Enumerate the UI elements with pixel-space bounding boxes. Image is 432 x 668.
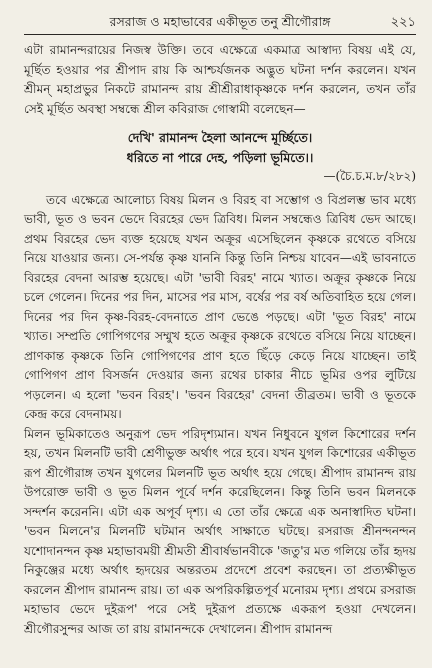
paragraph-viraha: তবে এক্ষেত্রে আলোচ্য বিষয় মিলন ও বিরহ বা সম্ভোগ ও বিপ্রলম্ভ ভাব মধ্যে ভাবী, ভূত ও ভবন ভেদে বিরহের ভেদ ত্রিবিধ। মিলন সম্বন্ধেও ত্রিবিধ ভেদ আছে। প্রথম বিরহের ভেদ ব্যক্ত হয়েছে যখন অক্রূর এসেছিলেন কৃষ্ণকে রথেতে বসিয়ে নিয়ে যাওয়ার জন্য। সে-পর্যন্ত কৃষ্ণ যাননি কিন্তু তিনি নিশ্চয় যাবেন—এই ভাবনাতে বিরহের বেদনা আরম্ভ হয়েছে। এটা 'ভাবী বিরহ' নামে খ্যাত। অক্রূর কৃষ্ণকে নিয়ে চলে গেলেন। দিনের পর দিন, মাসের পর মাস, বর্ষের পর বর্ষ অতিবাহিত হয়ে গেল। দিনের পর দিন কৃষ্ণ-বিরহ-বেদনাতে প্রাণ ভেঙে পড়ছে। এটা 'ভূত বিরহ' নামে খ্যাত। সম্প্রতি গোপিগণের সম্মুখ হতে অক্রূর কৃষ্ণকে রথেতে বসিয়ে নিয়ে যাচ্ছেন। প্রাণকান্ত কৃষ্ণকে তিনি গোপিগণের প্রাণ হতে ছিঁড়ে কেড়ে নিয়ে যাচ্ছেন। তাই গোপিগণ প্রাণ বিসর্জন দেওয়ার জন্য রথের চাকার নীচে ভূমির ওপর লুটিয়ে পড়লেন। এ হলো 'ভবন বিরহ'। 'ভবন বিরহের' বেদনা তীব্রতম। ভাবী ও ভূতকে কেন্দ্র করে বেদনাময়। xyxy=(24,192,416,421)
verse-reference: —(চৈ.চ.ম.৮/২৮২) xyxy=(323,169,416,183)
paragraph-milan: মিলন ভূমিকাতেও অনুরূপ ভেদ পরিদৃশ্যমান। যখন নিধুবনে যুগল কিশোরের দর্শন হয়, তখন মিলনটি ভাবী শ্রেণীভুক্ত অর্থাৎ পরে হবে। যখন যুগল কিশোরের একীভূত রূপ শ্রীগৌরাঙ্গ তখন যুগলের মিলনটি ভূত অর্থাৎ হয়ে গেছে। শ্রীপাদ রামানন্দ রায় উপরোক্ত ভাবী ও ভূত মিলন পূর্বে দর্শন করেছিলেন। কিন্তু তিনি ভবন মিলনকে সন্দর্শন করেননি। এটা এক অপূর্ব দৃশ্য। এ তো তাঁর ক্ষেত্রে এক অনাস্বাদিত ঘটনা। 'ভবন মিলনে'র মিলনটি ঘটমান অর্থাৎ সাক্ষাতে ঘটছে। রসরাজ শ্রীনন্দনন্দন যশোদানন্দন কৃষ্ণ মহাভাবময়ী শ্রীমতী শ্রীবার্ষভানবীকে 'জতু'র মত গলিয়ে তাঁর হৃদয় নিকুঞ্জের মধ্যে অর্থাৎ হৃদয়ের অন্তরতম প্রদেশে প্রবেশ করছেন। তা প্রত্যক্ষীভূত করলেন শ্রীপাদ রামানন্দ রায়। তা এক অপরিকল্পিতপূর্ব মনোরম দৃশ্য। প্রথমে রসরাজ মহাভাব ভেদে দুইরূপ' পরে সেই দুইরূপ প্রত্যক্ষে একরূপ হওয়া দেখলেন। শ্রীগৌরসুন্দর আজ তা রায় রামানন্দকে দেখালেন। শ্রীপাদ রামানন্দ xyxy=(24,426,416,636)
paragraph-intro: এটা রামানন্দরায়ের নিজস্ব উক্তি। তবে এক্ষেত্রে একমাত্র আস্বাদ্য বিষয় এই যে, মূর্ছিত হওয়ার পর শ্রীপাদ রায় কি আশ্চর্যজনক অদ্ভুত ঘটনা দর্শন করলেন। যখন শ্রীমন্ মহাপ্রভুর নিকটে রামানন্দ রায় শ্রীশ্রীরাধাকৃষ্ণকে দর্শন করলেন, তখন তাঁর সেই মূর্ছিত অবস্থা সম্বন্ধে শ্রীল কবিরাজ গোস্বামী বলেছেন— xyxy=(24,43,416,116)
verse-block xyxy=(24,128,416,167)
chapter-title: রসরাজ ও মহাভাবের একীভূত তনু শ্রীগৌরাঙ্গ xyxy=(109,14,331,29)
running-header xyxy=(24,12,416,35)
page-number: ২২১ xyxy=(390,15,416,30)
verse-line-1: দেখি' রামানন্দ হৈলা আনন্দে মূর্চ্ছিতে। xyxy=(127,130,313,145)
verse-line-2: ধরিতে না পারে দেহ, পড়িলা ভূমিতে।। xyxy=(126,149,314,165)
